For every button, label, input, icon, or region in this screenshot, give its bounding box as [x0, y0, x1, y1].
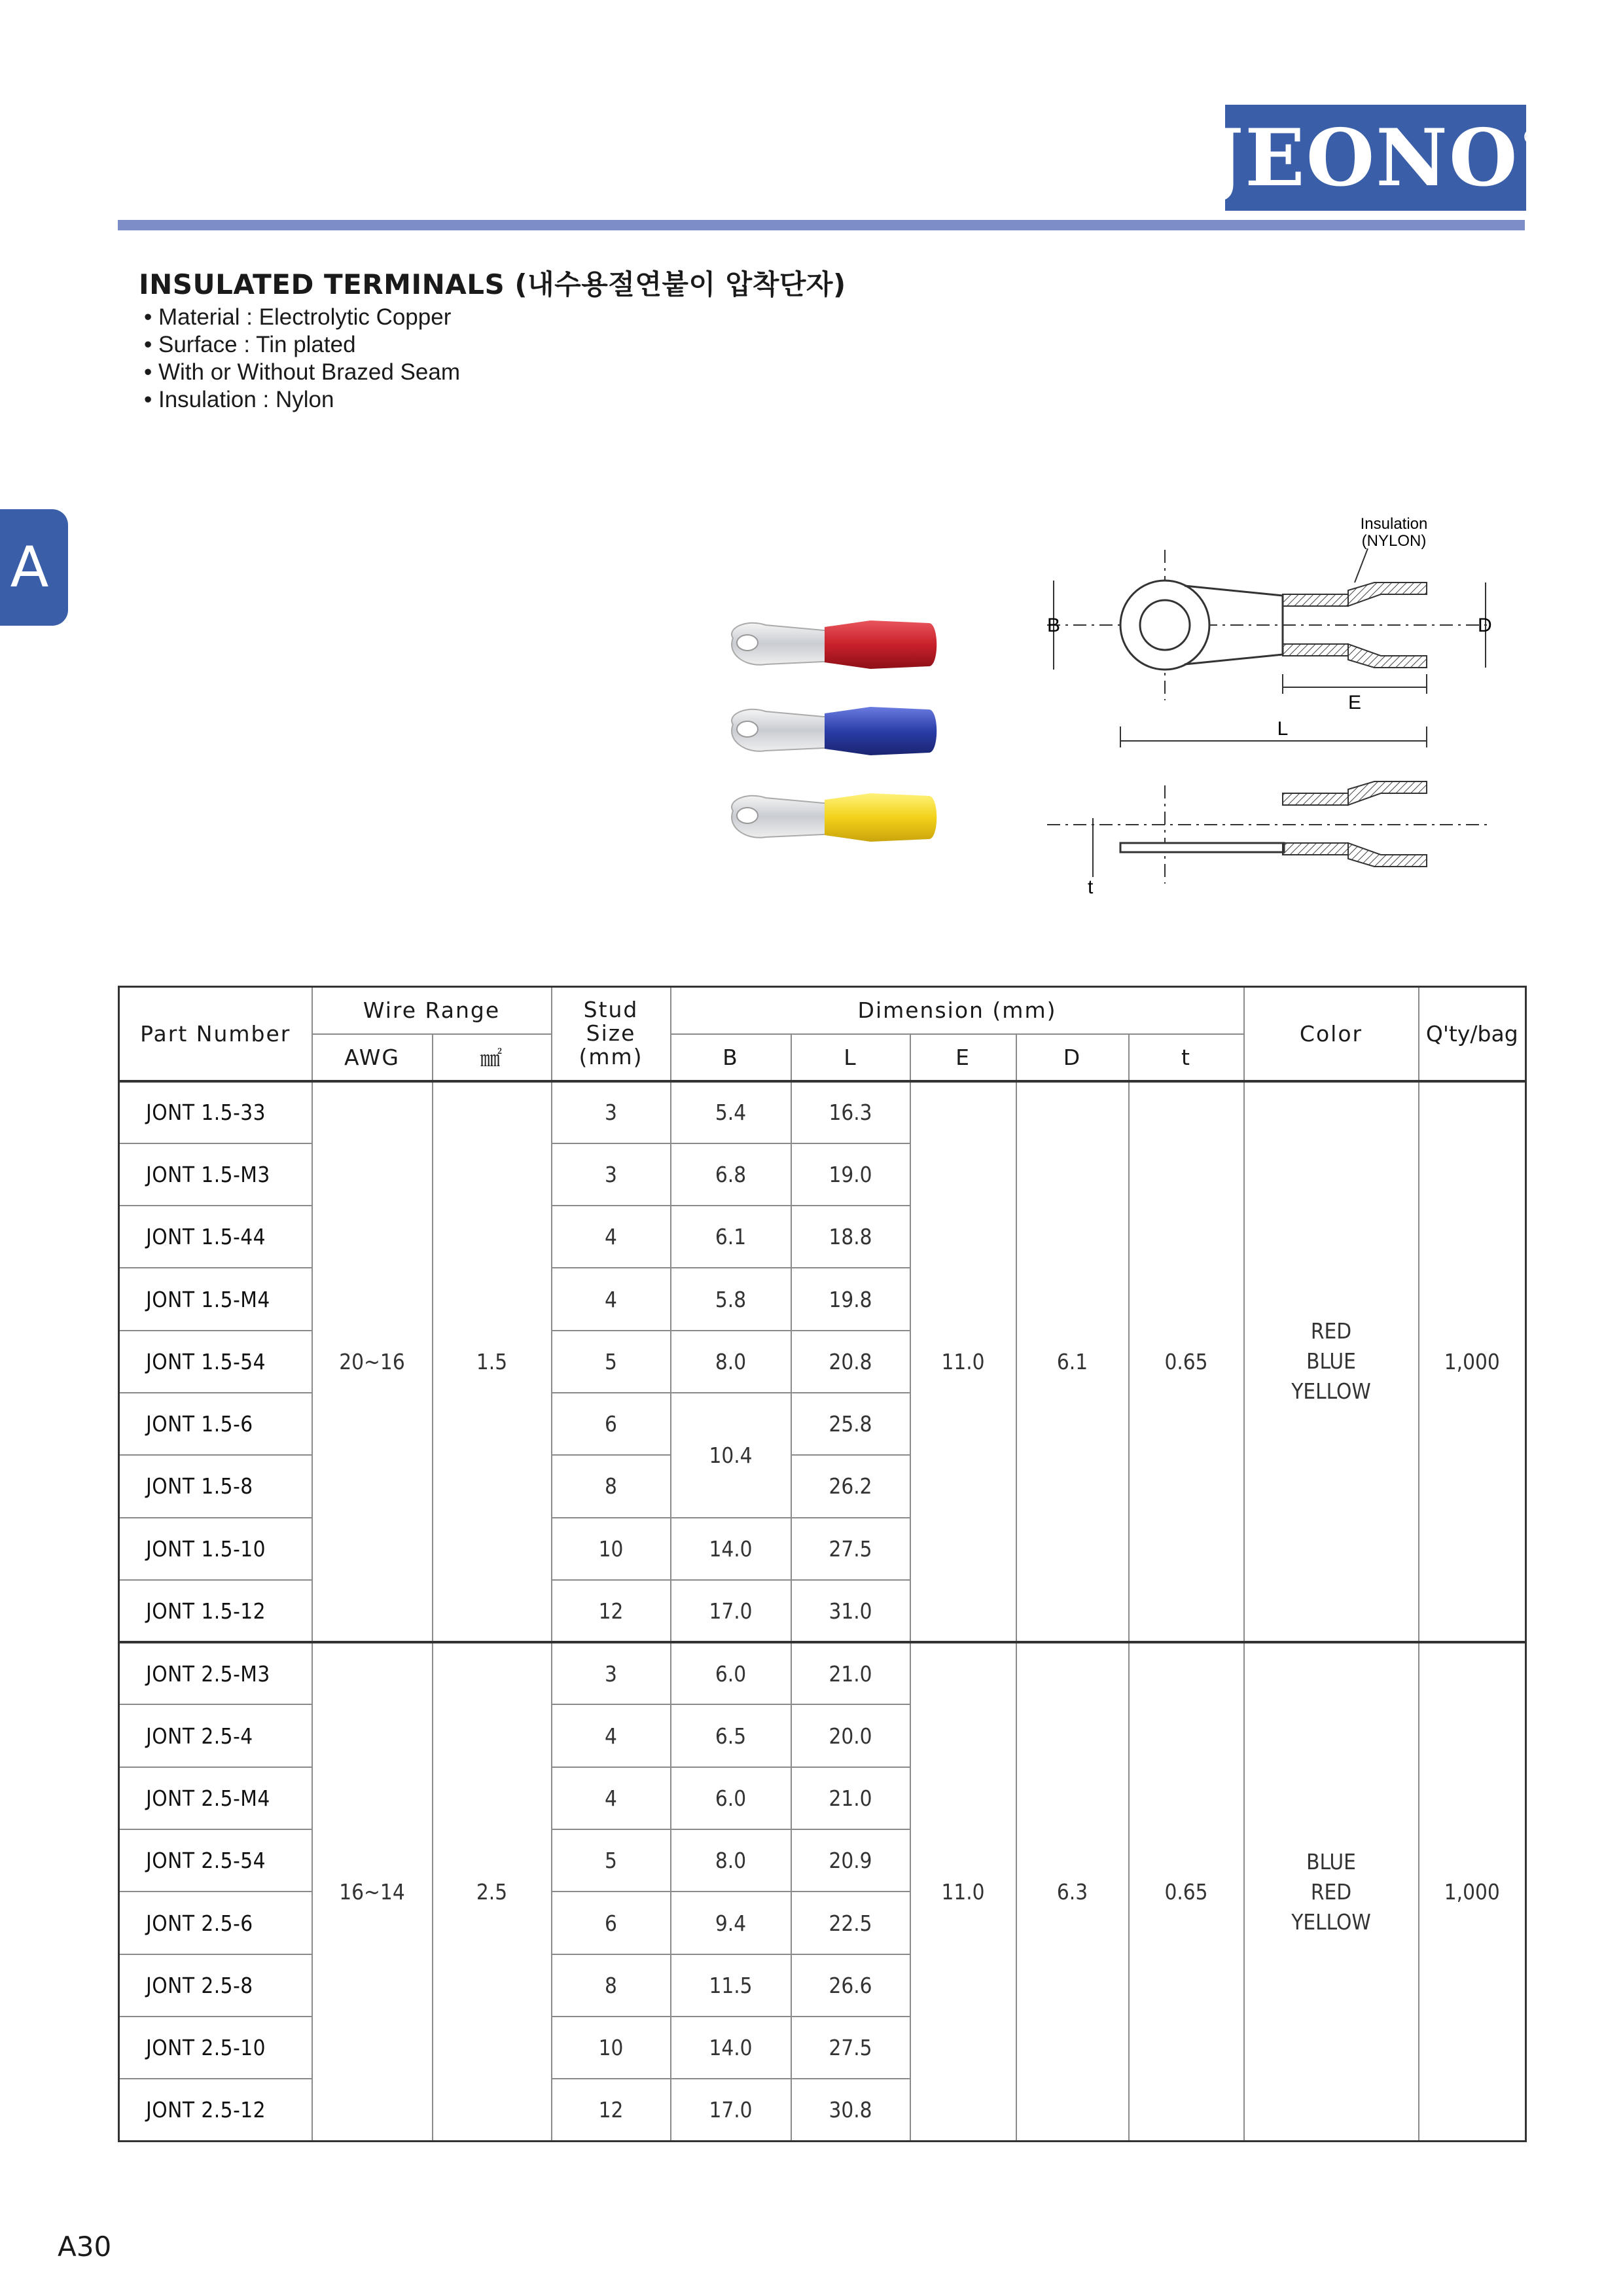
- dim-b: 8.0: [671, 1331, 791, 1393]
- stud-size: 3: [552, 1081, 671, 1143]
- stud-size: 8: [552, 1954, 671, 2017]
- color-item: RED: [1310, 1318, 1352, 1344]
- part-number: JONT 2.5-12: [119, 2079, 312, 2141]
- yellow-terminal-icon: [732, 793, 936, 842]
- part-number: JONT 1.5-12: [119, 1580, 312, 1642]
- registered-mark: ®: [1521, 124, 1545, 151]
- stud-size: 12: [552, 2079, 671, 2141]
- dim-l: 27.5: [791, 2017, 910, 2079]
- part-number: JONT 2.5-4: [119, 1704, 312, 1767]
- header-awg: AWG: [312, 1034, 433, 1081]
- part-number: JONT 1.5-M3: [119, 1143, 312, 1206]
- stud-size: 4: [552, 1206, 671, 1268]
- stud-size: 5: [552, 1829, 671, 1892]
- dim-b: 6.0: [671, 1767, 791, 1829]
- color-item: YELLOW: [1291, 1378, 1371, 1405]
- qty-per-bag: 1,000: [1419, 1081, 1526, 1643]
- spec-item: • Insulation : Nylon: [144, 386, 460, 414]
- header-rule: [118, 220, 1525, 230]
- stud-size: 6: [552, 1393, 671, 1455]
- insulation-label: Insulation: [1360, 515, 1428, 533]
- color-item: RED: [1310, 1878, 1352, 1905]
- dim-b: 5.4: [671, 1081, 791, 1143]
- wire-mm2: 2.5: [433, 1642, 552, 2141]
- dim-b: 6.0: [671, 1642, 791, 1704]
- dim-l: 20.0: [791, 1704, 910, 1767]
- product-photo: [720, 602, 969, 864]
- dim-l: 22.5: [791, 1892, 910, 1954]
- spec-item: • Surface : Tin plated: [144, 331, 460, 359]
- header-d: D: [1016, 1034, 1129, 1081]
- part-number: JONT 2.5-10: [119, 2017, 312, 2079]
- part-number: JONT 2.5-8: [119, 1954, 312, 2017]
- header-stud-size: [552, 987, 671, 1081]
- dim-l: 30.8: [791, 2079, 910, 2141]
- dim-b: 17.0: [671, 1580, 791, 1642]
- dim-b: 14.0: [671, 1518, 791, 1580]
- part-number: JONT 2.5-54: [119, 1829, 312, 1892]
- stud-size: 3: [552, 1143, 671, 1206]
- stud-size: 4: [552, 1704, 671, 1767]
- dim-t-label: t: [1088, 876, 1094, 898]
- header-color: Color: [1244, 987, 1419, 1081]
- stud-size: 8: [552, 1455, 671, 1517]
- part-number: JONT 1.5-M4: [119, 1268, 312, 1330]
- dim-l: 21.0: [791, 1767, 910, 1829]
- part-number: JONT 1.5-10: [119, 1518, 312, 1580]
- part-number: JONT 1.5-8: [119, 1455, 312, 1517]
- part-number: JONT 1.5-44: [119, 1206, 312, 1268]
- dim-l: 20.8: [791, 1331, 910, 1393]
- dim-e: 11.0: [910, 1081, 1016, 1643]
- dim-l: 31.0: [791, 1580, 910, 1642]
- header-stud-line: Size: [586, 1020, 636, 1047]
- part-number: JONT 1.5-6: [119, 1393, 312, 1455]
- dim-b: 8.0: [671, 1829, 791, 1892]
- dim-l: 26.2: [791, 1455, 910, 1517]
- stud-size: 10: [552, 1518, 671, 1580]
- header-wire-range: Wire Range: [312, 987, 552, 1034]
- header-part-number: Part Number: [119, 987, 312, 1081]
- dim-e-label: E: [1347, 692, 1362, 713]
- stud-size: 4: [552, 1767, 671, 1829]
- dim-b: 6.5: [671, 1704, 791, 1767]
- page-title: INSULATED TERMINALS (내수용절연붙이 압착단자): [139, 268, 846, 300]
- spec-list: [144, 304, 460, 414]
- stud-size: 3: [552, 1642, 671, 1704]
- header-l: L: [791, 1034, 910, 1081]
- brand-logo: [1206, 105, 1545, 211]
- dim-l: 19.0: [791, 1143, 910, 1206]
- terminal-drawing: [1034, 511, 1505, 903]
- stud-size: 12: [552, 1580, 671, 1642]
- color-item: BLUE: [1306, 1848, 1356, 1874]
- color-item: BLUE: [1306, 1348, 1356, 1374]
- color-list: [1244, 1081, 1419, 1643]
- dim-l: 25.8: [791, 1393, 910, 1455]
- part-number: JONT 2.5-6: [119, 1892, 312, 1954]
- part-number: JONT 2.5-M3: [119, 1642, 312, 1704]
- blue-terminal-icon: [732, 707, 936, 755]
- dim-b: 17.0: [671, 2079, 791, 2141]
- dim-t: 0.65: [1129, 1642, 1244, 2141]
- part-number: JONT 2.5-M4: [119, 1767, 312, 1829]
- wire-mm2: 1.5: [433, 1081, 552, 1643]
- header-b: B: [671, 1034, 791, 1081]
- stud-size: 4: [552, 1268, 671, 1330]
- dim-b: 5.8: [671, 1268, 791, 1330]
- dim-d: 6.1: [1016, 1081, 1129, 1643]
- header-stud-line: (mm): [579, 1044, 643, 1070]
- dim-l: 21.0: [791, 1642, 910, 1704]
- dim-t: 0.65: [1129, 1081, 1244, 1643]
- table-row: [119, 1081, 1526, 1143]
- dim-b-label: B: [1047, 615, 1061, 636]
- dim-b: 6.8: [671, 1143, 791, 1206]
- stud-size: 6: [552, 1892, 671, 1954]
- spec-item: • Material : Electrolytic Copper: [144, 304, 460, 331]
- dim-b: 14.0: [671, 2017, 791, 2079]
- spec-table: [118, 986, 1527, 2142]
- red-terminal-icon: [732, 620, 936, 669]
- header-stud-line: Stud: [583, 997, 639, 1023]
- color-list: [1244, 1642, 1419, 2141]
- dim-b: 6.1: [671, 1206, 791, 1268]
- dim-b: 11.5: [671, 1954, 791, 2017]
- part-number: JONT 1.5-54: [119, 1331, 312, 1393]
- dim-d: 6.3: [1016, 1642, 1129, 2141]
- header-e: E: [910, 1034, 1016, 1081]
- stud-size: 10: [552, 2017, 671, 2079]
- dim-l: 16.3: [791, 1081, 910, 1143]
- dim-b: 10.4: [671, 1393, 791, 1518]
- brand-name: JEONO: [1206, 111, 1519, 204]
- qty-per-bag: 1,000: [1419, 1642, 1526, 2141]
- color-item: YELLOW: [1291, 1909, 1371, 1935]
- dim-e: 11.0: [910, 1642, 1016, 2141]
- header-t: t: [1129, 1034, 1244, 1081]
- part-number: JONT 1.5-33: [119, 1081, 312, 1143]
- header-dimension: Dimension (mm): [671, 987, 1244, 1034]
- header-mm2: ㎟: [433, 1034, 552, 1081]
- dim-l-label: L: [1277, 718, 1289, 740]
- insulation-material-label: (NYLON): [1361, 532, 1427, 550]
- spec-item: • With or Without Brazed Seam: [144, 359, 460, 386]
- awg-range: 16~14: [312, 1642, 433, 2141]
- dim-d-label: D: [1478, 615, 1492, 636]
- awg-range: 20~16: [312, 1081, 433, 1643]
- table-row: [119, 1642, 1526, 1704]
- dim-l: 20.9: [791, 1829, 910, 1892]
- dim-b: 9.4: [671, 1892, 791, 1954]
- stud-size: 5: [552, 1331, 671, 1393]
- dim-l: 26.6: [791, 1954, 910, 2017]
- section-tab[interactable]: A: [0, 509, 68, 626]
- dim-l: 19.8: [791, 1268, 910, 1330]
- dim-l: 27.5: [791, 1518, 910, 1580]
- header-qty: Q'ty/bag: [1419, 987, 1526, 1081]
- dim-l: 18.8: [791, 1206, 910, 1268]
- page-number: A30: [58, 2231, 112, 2263]
